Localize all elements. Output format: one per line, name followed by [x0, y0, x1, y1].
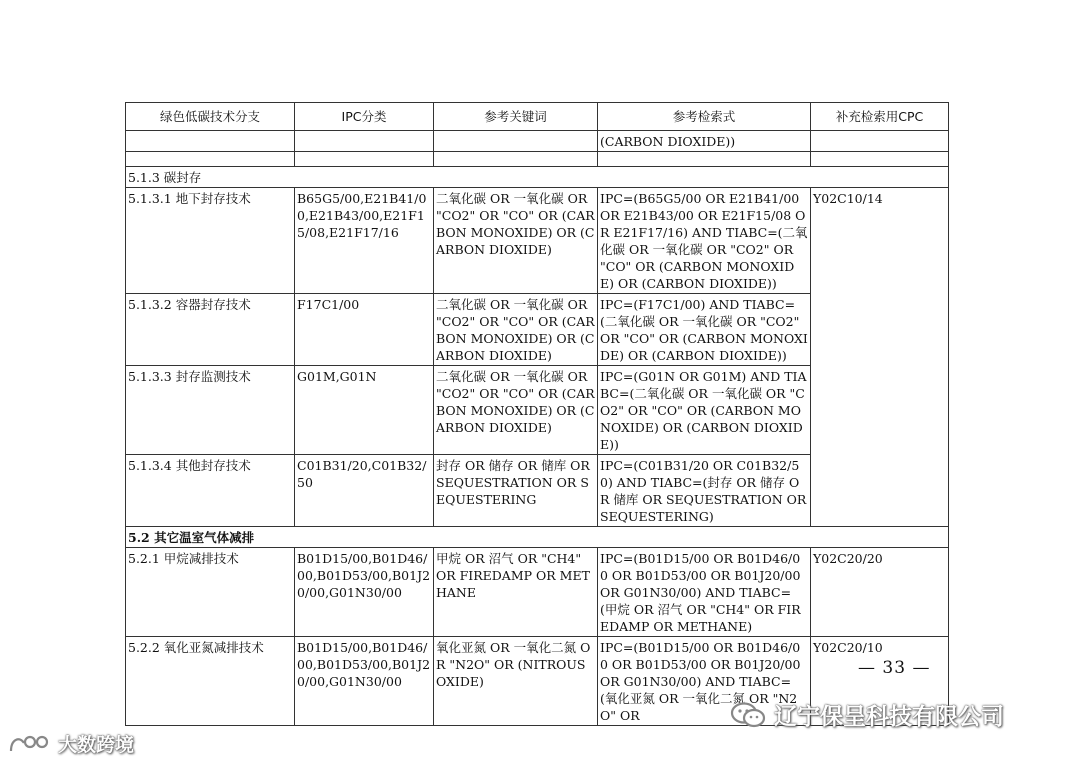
- cell-query: IPC=(G01N OR G01M) AND TIABC=(二氧化碳 OR 一氧化碳 OR "CO2" OR "CO" OR (CARBON MONOXIDE) OR (CARBON DIOXIDE)): [598, 366, 811, 455]
- cell-keywords: 二氧化碳 OR 一氧化碳 OR "CO2" OR "CO" OR (CARBON MONOXIDE) OR (CARBON DIOXIDE): [434, 294, 598, 366]
- cell-ipc: B01D15/00,B01D46/00,B01D53/00,B01J20/00,G01N30/00: [295, 548, 434, 637]
- cell-branch: [126, 131, 295, 152]
- cell-cpc: Y02C10/14: [811, 188, 949, 527]
- table-row-spacer: [126, 152, 949, 167]
- cell-keywords: [434, 131, 598, 152]
- green-tech-ipc-table: [125, 102, 949, 726]
- cell-ipc: [295, 131, 434, 152]
- cell-keywords: 氧化亚氮 OR 一氧化二氮 OR "N2O" OR (NITROUS OXIDE): [434, 637, 598, 726]
- section-heading: 5.1.3 碳封存: [126, 167, 949, 188]
- cell-cpc: Y02C20/10: [811, 637, 949, 726]
- document-table-container: [125, 102, 948, 726]
- cell-branch: 5.1.3.2 容器封存技术: [126, 294, 295, 366]
- cell-branch: 5.1.3.1 地下封存技术: [126, 188, 295, 294]
- cell-branch: 5.1.3.4 其他封存技术: [126, 455, 295, 527]
- watermark-company-text: 辽宁保呈科技有限公司: [774, 704, 1004, 730]
- watermark-brand-text: 大数跨境: [58, 734, 135, 756]
- cell-keywords: 甲烷 OR 沼气 OR "CH4" OR FIREDAMP OR METHANE: [434, 548, 598, 637]
- cell-branch: 5.2.1 甲烷减排技术: [126, 548, 295, 637]
- header-keywords: 参考关键词: [434, 103, 598, 131]
- page-number: — 33 —: [858, 658, 931, 678]
- header-query: 参考检索式: [598, 103, 811, 131]
- dashu-logo-icon: [8, 733, 54, 755]
- cell-keywords: 二氧化碳 OR 一氧化碳 OR "CO2" OR "CO" OR (CARBON MONOXIDE) OR (CARBON DIOXIDE): [434, 188, 598, 294]
- wechat-icon: [730, 701, 768, 729]
- section-heading: 5.2 其它温室气体减排: [126, 527, 949, 548]
- cell-query: (CARBON DIOXIDE)): [598, 131, 811, 152]
- cell-query: IPC=(C01B31/20 OR C01B32/50) AND TIABC=(封存 OR 储存 OR 储库 OR SEQUESTRATION OR SEQUESTERING): [598, 455, 811, 527]
- cell-cpc: Y02C20/20: [811, 548, 949, 637]
- cell-ipc: F17C1/00: [295, 294, 434, 366]
- cell-ipc: C01B31/20,C01B32/50: [295, 455, 434, 527]
- table-row: [126, 131, 949, 152]
- watermark-company: [730, 698, 1004, 731]
- cell-keywords: 封存 OR 储存 OR 储库 OR SEQUESTRATION OR SEQUESTERING: [434, 455, 598, 527]
- section-row: [126, 167, 949, 188]
- cell-keywords: 二氧化碳 OR 一氧化碳 OR "CO2" OR "CO" OR (CARBON MONOXIDE) OR (CARBON DIOXIDE): [434, 366, 598, 455]
- header-branch: 绿色低碳技术分支: [126, 103, 295, 131]
- section-row: [126, 527, 949, 548]
- cell-ipc: B65G5/00,E21B41/00,E21B43/00,E21F15/08,E21F17/16: [295, 188, 434, 294]
- cell-cpc: [811, 131, 949, 152]
- header-cpc: 补充检索用CPC: [811, 103, 949, 131]
- table-row: [126, 548, 949, 637]
- cell-ipc: B01D15/00,B01D46/00,B01D53/00,B01J20/00,G01N30/00: [295, 637, 434, 726]
- cell-branch: 5.1.3.3 封存监测技术: [126, 366, 295, 455]
- table-row: [126, 188, 949, 294]
- cell-query: IPC=(B01D15/00 OR B01D46/00 OR B01D53/00 OR B01J20/00 OR G01N30/00) AND TIABC=(甲烷 OR 沼气 OR "CH4" OR FIREDAMP OR METHANE): [598, 548, 811, 637]
- cell-branch: 5.2.2 氧化亚氮减排技术: [126, 637, 295, 726]
- watermark-brand: [8, 730, 134, 757]
- table-header-row: [126, 103, 949, 131]
- cell-query: IPC=(F17C1/00) AND TIABC=(二氧化碳 OR 一氧化碳 OR "CO2" OR "CO" OR (CARBON MONOXIDE) OR (CARBON DIOXIDE)): [598, 294, 811, 366]
- header-ipc: IPC分类: [295, 103, 434, 131]
- cell-query: IPC=(B65G5/00 OR E21B41/00 OR E21B43/00 OR E21F15/08 OR E21F17/16) AND TIABC=(二氧化碳 OR 一氧化碳 OR "CO2" OR "CO" OR (CARBON MONOXIDE) OR (CARBON DIOXIDE)): [598, 188, 811, 294]
- cell-ipc: G01M,G01N: [295, 366, 434, 455]
- cell-query: IPC=(B01D15/00 OR B01D46/00 OR B01D53/00 OR B01J20/00 OR G01N30/00) AND TIABC=(氧化亚氮 OR 一氧化二氮 OR "N2O" OR: [598, 637, 811, 726]
